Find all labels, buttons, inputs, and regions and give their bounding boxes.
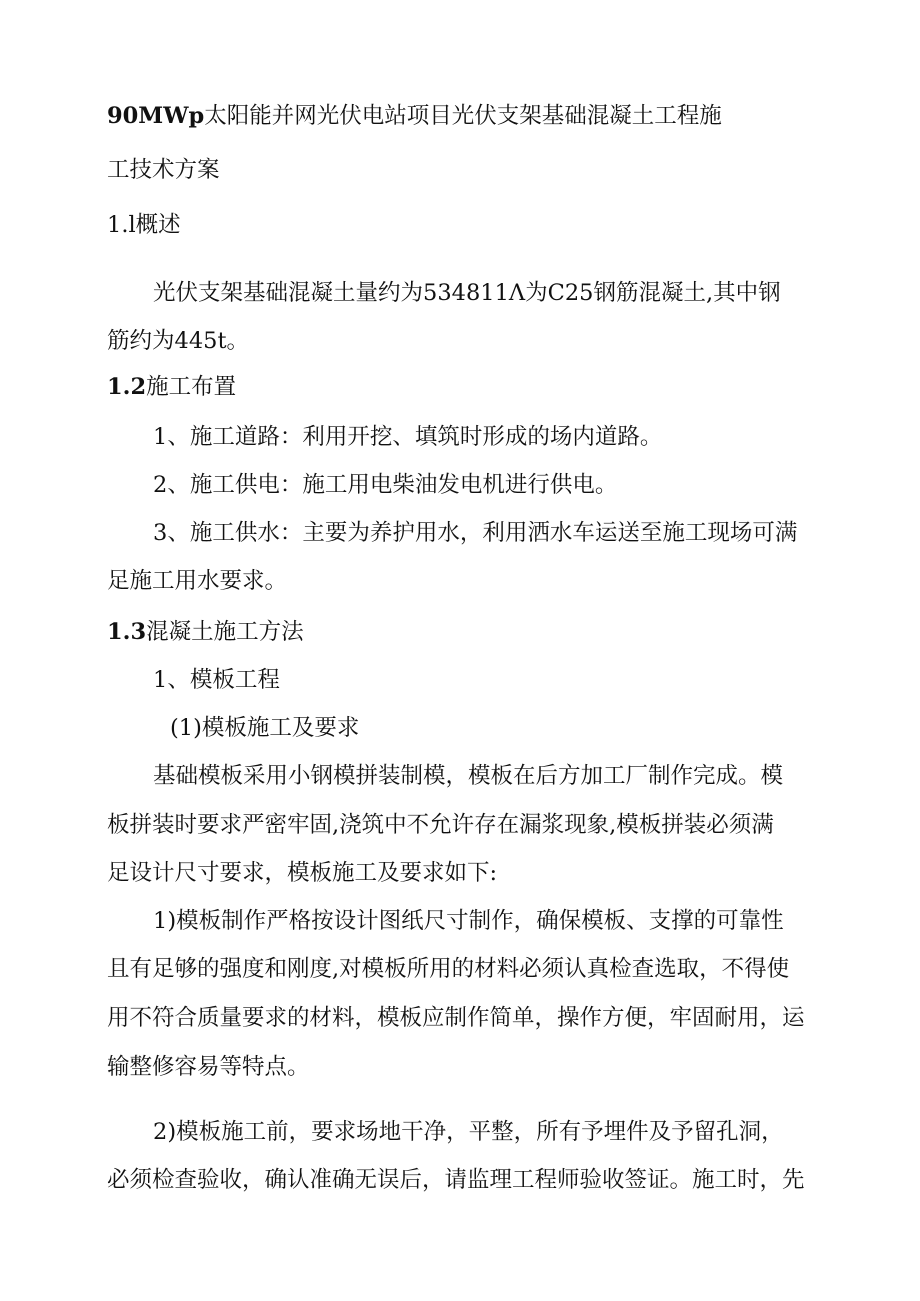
paragraph-line: 足设计尺寸要求，模板施工及要求如下: [107,860,498,886]
section-number: 1.2 [107,374,147,400]
section-heading-1-1 [107,210,181,240]
paragraph-line: 基础模板采用小钢模拼装制模，模板在后方加工厂制作完成。模 [153,763,784,789]
subheading: 1、模板工程 [153,667,280,693]
paragraph-line: 1)模板制作严格按设计图纸尺寸制作，确保模板、支撑的可靠性 [153,908,784,934]
paragraph-line: 光伏支架基础混凝土量约为534811Λ为C25钢筋混凝土,其中钢 [153,280,781,306]
paragraph-line: 筋约为445t。 [107,328,249,354]
list-item-continuation: 足施工用水要求。 [107,568,288,594]
subheading: (1)模板施工及要求 [170,715,360,741]
list-item: 1、施工道路：利用开挖、填筑时形成的场内道路。 [153,424,663,450]
section-title: 概述 [135,212,181,238]
section-number: 1.3 [107,619,147,645]
doc-title-line1 [107,101,722,131]
section-heading-1-2 [107,372,236,402]
paragraph-line: 且有足够的强度和刚度,对模板所用的材料必须认真检查选取，不得使 [107,956,790,982]
section-heading-1-3 [107,617,304,647]
section-number: 1.l [107,212,136,238]
list-item: 3、施工供水：主要为养护用水，利用洒水车运送至施工现场可满 [153,520,798,546]
paragraph-line: 必须检查验收，确认准确无误后，请监理工程师验收签证。施工时，先 [107,1167,805,1193]
section-title: 施工布置 [146,374,237,400]
paragraph-line: 输整修容易等特点。 [107,1054,310,1080]
doc-title-line2: 工技术方案 [107,157,220,183]
title-capacity: 90MWp [107,103,205,129]
title-text: 太阳能并网光伏电站项目光伏支架基础混凝土工程施 [204,103,722,129]
paragraph-line: 2)模板施工前，要求场地干净，平整，所有予埋件及予留孔洞， [153,1119,784,1145]
paragraph-line: 用不符合质量要求的材料，模板应制作简单，操作方便，牢固耐用，运 [107,1005,805,1031]
section-title: 混凝土施工方法 [146,619,304,645]
list-item: 2、施工供电：施工用电柴油发电机进行供电。 [153,472,618,498]
paragraph-line: 板拼装时要求严密牢固,浇筑中不允许存在漏浆现象,模板拼装必须满 [107,812,774,838]
